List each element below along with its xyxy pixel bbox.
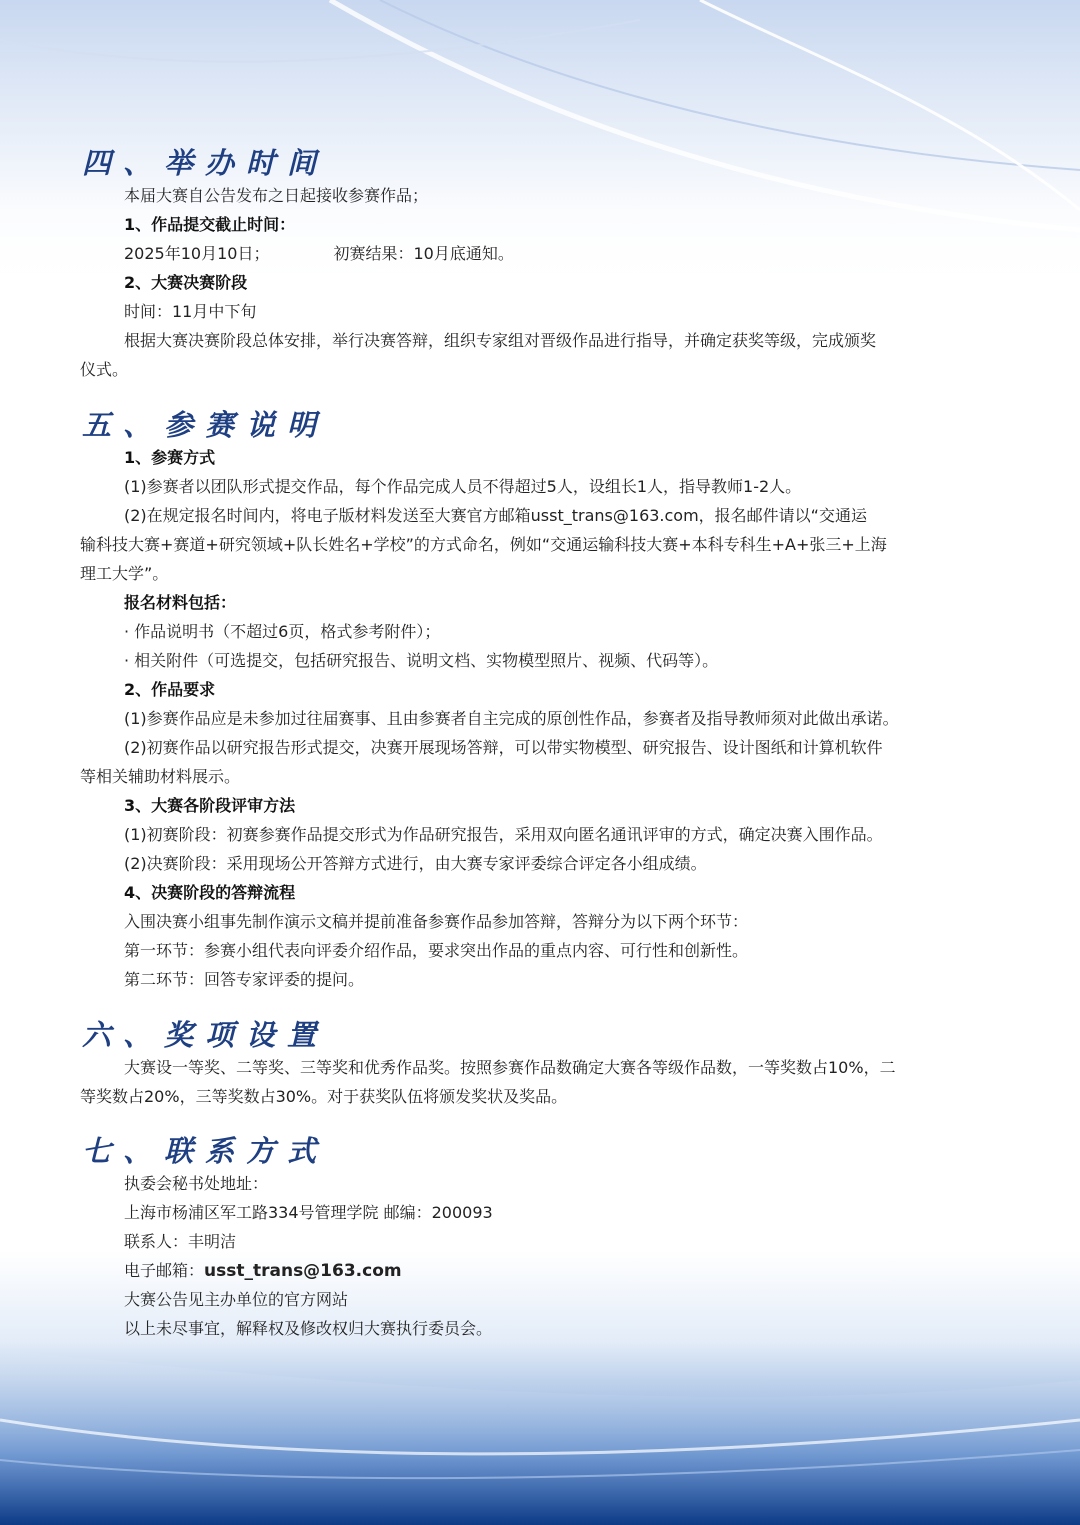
defense-heading: 4、决赛阶段的答辩流程	[124, 883, 296, 902]
contact-email-line	[124, 1260, 402, 1282]
evaluation-2: (2)决赛阶段：采用现场公开答辩方式进行，由大赛专家评委综合评定各小组成绩。	[124, 854, 707, 873]
announcement-note: 大赛公告见主办单位的官方网站	[124, 1290, 349, 1309]
requirements-heading: 2、作品要求	[124, 680, 216, 699]
contact-email-label: 电子邮箱：	[124, 1261, 205, 1280]
contact-address-label: 执委会秘书处地址：	[124, 1174, 269, 1193]
awards-text: 大赛设一等奖、二等奖、三等奖和优秀作品奖。按照参赛作品数确定大赛各等级作品数，一等奖数占10%，二	[124, 1058, 896, 1077]
section-title-contact: 七、联系方式	[82, 1134, 329, 1168]
contact-email: usst_trans@163.com	[204, 1261, 402, 1281]
materials-item-2: · 相关附件（可选提交，包括研究报告、说明文档、实物模型照片、视频、代码等）。	[124, 651, 719, 670]
defense-intro: 入围决赛小组事先制作演示文稿并提前准备参赛作品参加答辩，答辩分为以下两个环节：	[124, 912, 749, 931]
schedule-intro: 本届大赛自公告发布之日起接收参赛作品；	[124, 186, 429, 205]
deadline-heading: 1、作品提交截止时间：	[124, 215, 296, 234]
section-title-awards: 六、奖项设置	[82, 1018, 329, 1052]
final-stage-desc: 根据大赛决赛阶段总体安排，举行决赛答辩，组织专家组对晋级作品进行指导，并确定获奖等级，完成颁奖	[124, 331, 877, 350]
deadline-date: 2025年10月10日；	[124, 244, 270, 263]
materials-heading: 报名材料包括：	[124, 593, 237, 612]
contact-address: 上海市杨浦区军工路334号管理学院 邮编：200093	[124, 1203, 493, 1222]
requirement-1: (1)参赛作品应是未参加过往届赛事、且由参赛者自主完成的原创性作品，参赛者及指导教师须对此做出承诺。	[124, 709, 899, 728]
participation-rule-2: (2)在规定报名时间内，将电子版材料发送至大赛官方邮箱usst_trans@163.com，报名邮件请以“交通运	[124, 506, 867, 525]
preliminary-result: 初赛结果：10月底通知。	[333, 244, 514, 263]
participation-rule-2-end: 理工大学”。	[80, 564, 169, 583]
requirement-2-cont: 等相关辅助材料展示。	[80, 767, 241, 786]
final-stage-desc-cont: 仪式。	[80, 360, 129, 379]
evaluation-1: (1)初赛阶段：初赛参赛作品提交形式为作品研究报告，采用双向匿名通讯评审的方式，确定决赛入围作品。	[124, 825, 883, 844]
participation-rule-2-cont: 输科技大赛+赛道+研究领域+队长姓名+学校”的方式命名，例如“交通运输科技大赛+本科专科生+A+张三+上海	[80, 535, 887, 554]
final-stage-time: 时间：11月中下旬	[124, 302, 257, 321]
defense-step-2: 第二环节：回答专家评委的提问。	[124, 970, 365, 989]
awards-text-cont: 等奖数占20%，三等奖数占30%。对于获奖队伍将颁发奖状及奖品。	[80, 1087, 568, 1106]
contact-person: 联系人：丰明洁	[124, 1232, 237, 1251]
participation-heading: 1、参赛方式	[124, 448, 216, 467]
materials-item-1: · 作品说明书（不超过6页，格式参考附件）；	[124, 622, 441, 641]
deadline-line	[124, 243, 514, 265]
interpretation-note: 以上未尽事宜，解释权及修改权归大赛执行委员会。	[124, 1319, 493, 1338]
section-title-instructions: 五、参赛说明	[82, 408, 329, 442]
section-title-schedule: 四、举办时间	[82, 146, 329, 180]
final-stage-heading: 2、大赛决赛阶段	[124, 273, 248, 292]
participation-rule-1: (1)参赛者以团队形式提交作品，每个作品完成人员不得超过5人，设组长1人，指导教师1-2人。	[124, 477, 802, 496]
requirement-2: (2)初赛作品以研究报告形式提交，决赛开展现场答辩，可以带实物模型、研究报告、设计图纸和计算机软件	[124, 738, 883, 757]
evaluation-heading: 3、大赛各阶段评审方法	[124, 796, 296, 815]
defense-step-1: 第一环节：参赛小组代表向评委介绍作品，要求突出作品的重点内容、可行性和创新性。	[124, 941, 749, 960]
